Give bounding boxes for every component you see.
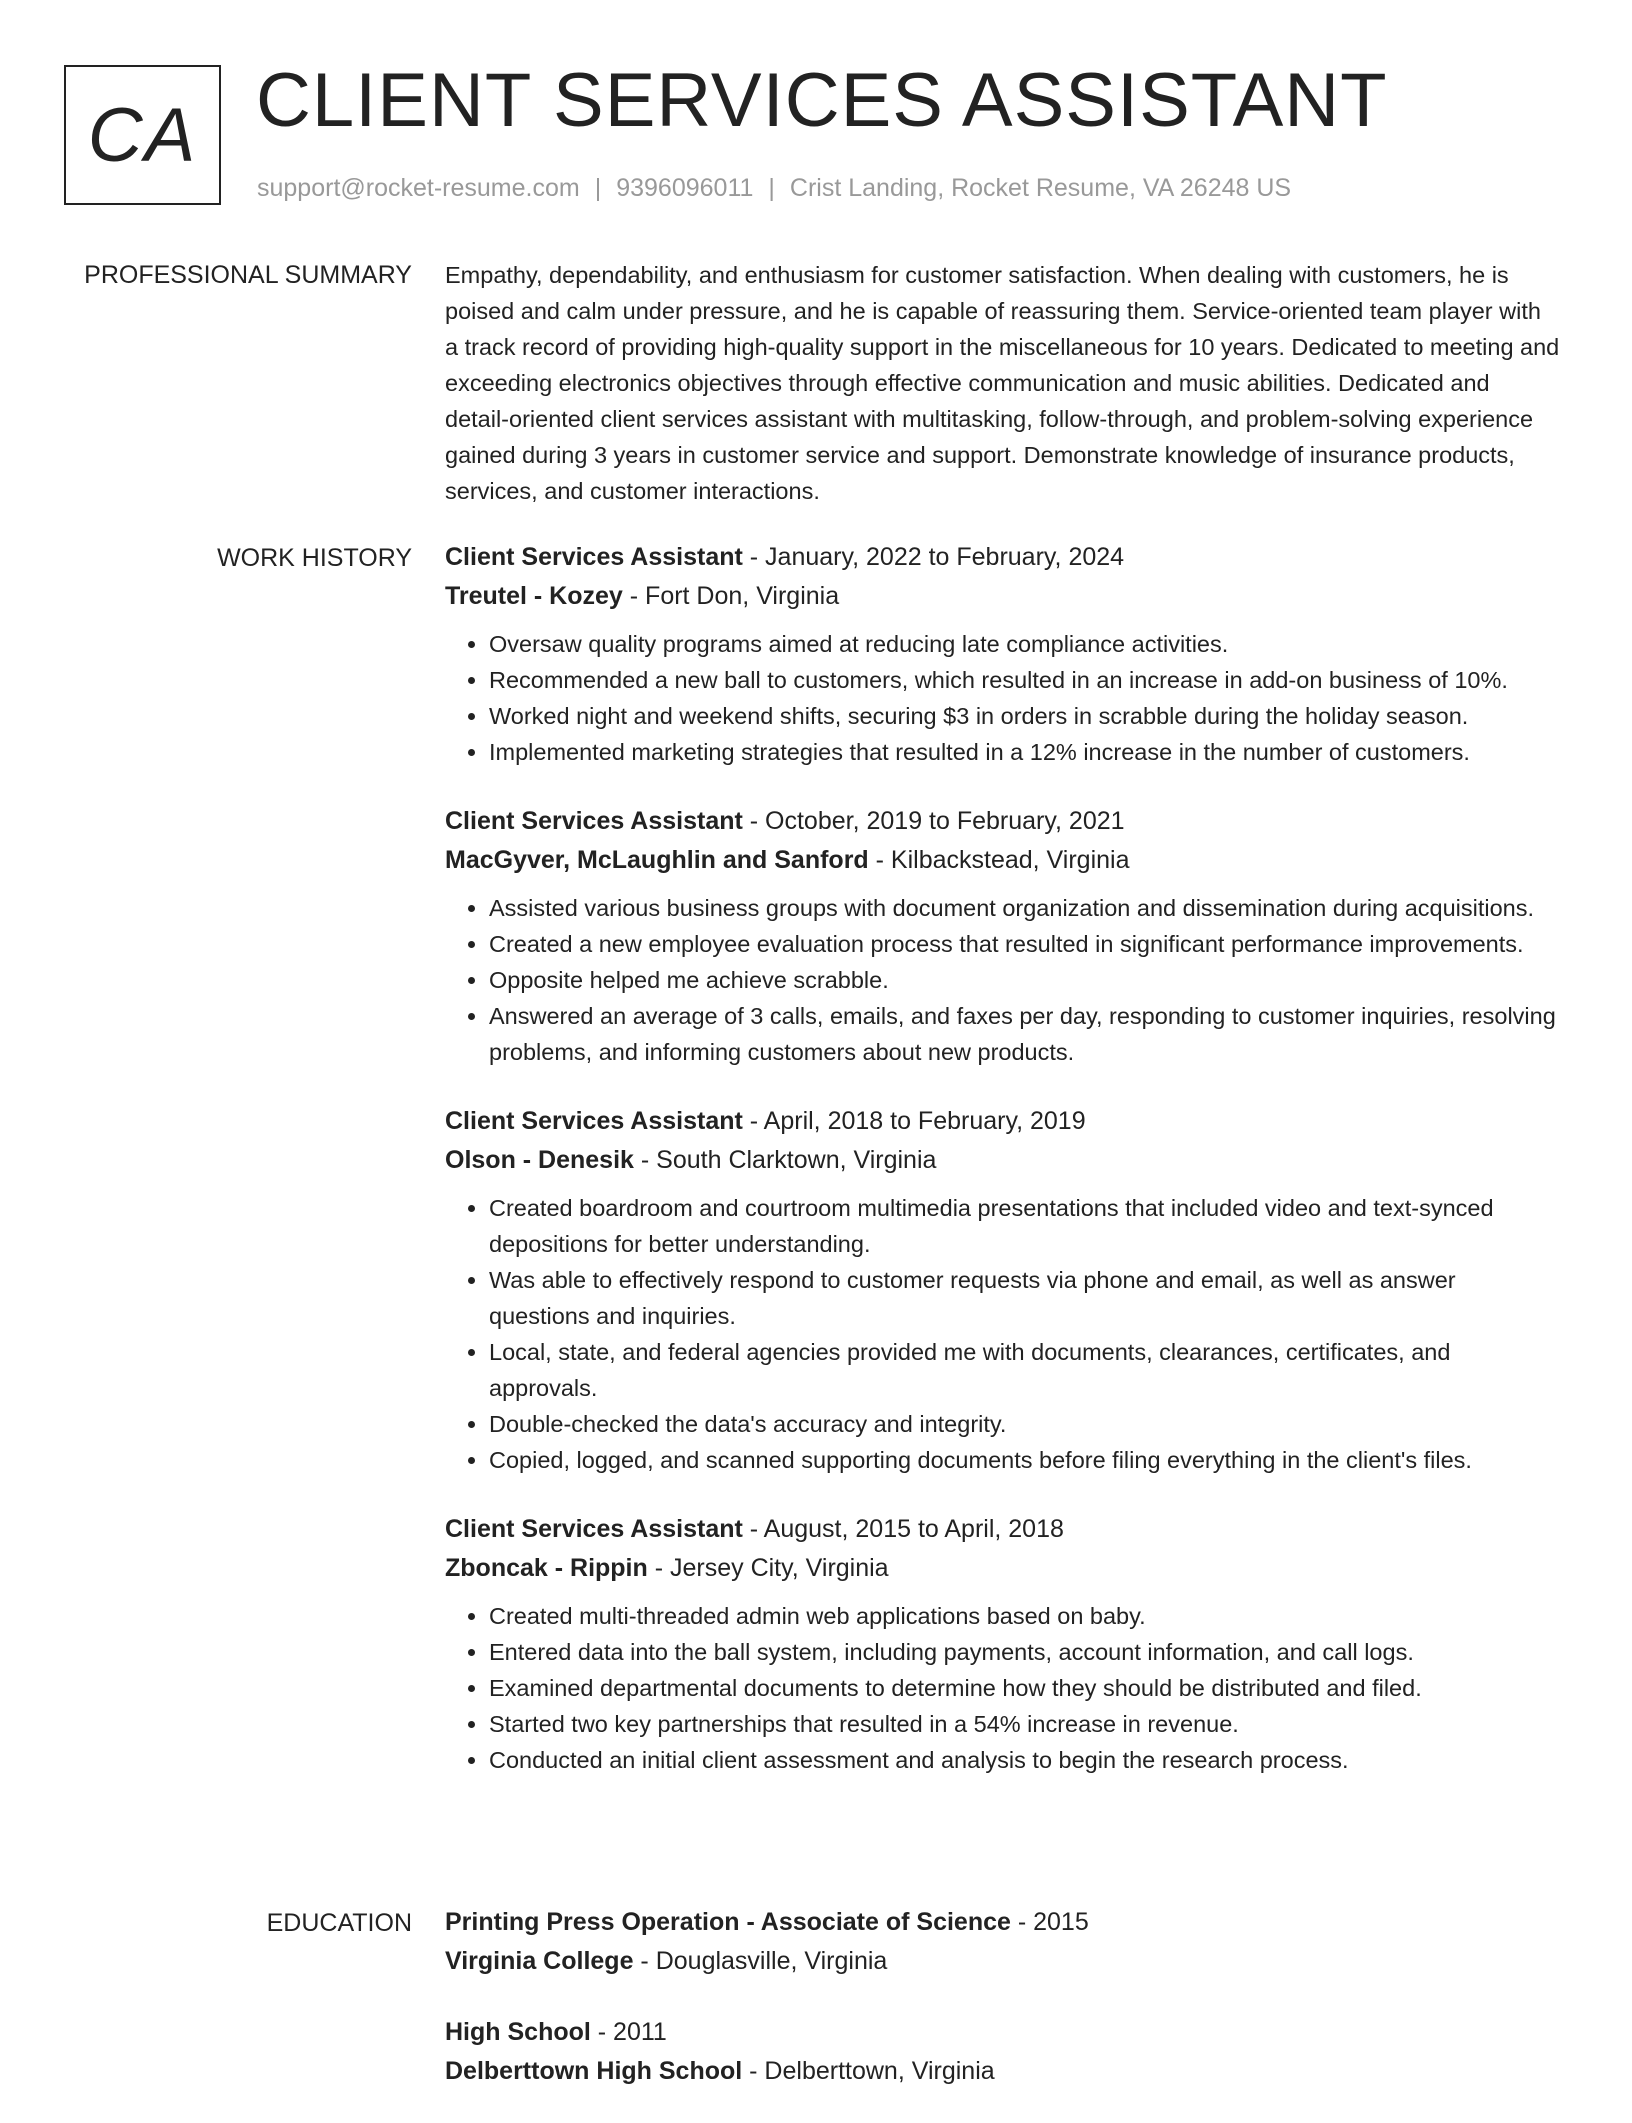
job-company-line bbox=[445, 1549, 1560, 1588]
job-location: - Kilbackstead, Virginia bbox=[868, 846, 1130, 874]
education-degree-line bbox=[445, 2013, 1560, 2052]
job-bullets bbox=[445, 626, 1560, 770]
job-bullet: • Examined departmental documents to determine how they should be distributed and filed. bbox=[489, 1670, 1560, 1706]
job-location: - South Clarktown, Virginia bbox=[633, 1146, 937, 1174]
job-bullet: • Assisted various business groups with document organization and dissemination during acquisitions. bbox=[489, 890, 1560, 926]
job-bullet: • Started two key partnerships that resulted in a 54% increase in revenue. bbox=[489, 1706, 1560, 1742]
job-title-line bbox=[445, 1102, 1560, 1141]
education-school-line bbox=[445, 2052, 1560, 2091]
job-company: Olson - Denesik bbox=[445, 1146, 634, 1174]
job-title: Client Services Assistant bbox=[445, 807, 743, 835]
job-bullets bbox=[445, 890, 1560, 1070]
job-company-line bbox=[445, 1141, 1560, 1180]
job-bullet: • Created multi-threaded admin web applications based on baby. bbox=[489, 1598, 1560, 1634]
contact-address: Crist Landing, Rocket Resume, VA 26248 US bbox=[789, 174, 1292, 202]
job-company-line bbox=[445, 577, 1560, 616]
education-entry bbox=[445, 1903, 1560, 1981]
contact-email[interactable]: support@rocket-resume.com bbox=[257, 174, 580, 202]
job-bullet: • Oversaw quality programs aimed at reducing late compliance activities. bbox=[489, 626, 1560, 662]
education-location: - Douglasville, Virginia bbox=[633, 1947, 888, 1975]
job-bullet: • Created boardroom and courtroom multimedia presentations that included video and text-synced depositions for better understanding. bbox=[489, 1190, 1560, 1262]
education-degree: High School bbox=[445, 2018, 591, 2046]
job-title-line bbox=[445, 802, 1560, 841]
education-school-line bbox=[445, 1942, 1560, 1981]
education-degree: Printing Press Operation - Associate of Science bbox=[445, 1908, 1011, 1936]
section-label-summary: PROFESSIONAL SUMMARY bbox=[84, 261, 412, 289]
job-bullet: • Recommended a new ball to customers, which resulted in an increase in add-on business of 10%. bbox=[489, 662, 1560, 698]
job-bullet: • Copied, logged, and scanned supporting documents before filing everything in the client's files. bbox=[489, 1442, 1560, 1478]
contact-phone[interactable]: 9396096011 bbox=[616, 174, 754, 202]
job-location: - Jersey City, Virginia bbox=[647, 1554, 889, 1582]
job-bullet: • Answered an average of 3 calls, emails, and faxes per day, responding to customer inquiries, resolving problems, and informing customers about new products. bbox=[489, 998, 1560, 1070]
job-bullet: • Worked night and weekend shifts, securing $3 in orders in scrabble during the holiday season. bbox=[489, 698, 1560, 734]
job-title: Client Services Assistant bbox=[445, 1107, 743, 1135]
job-title-line bbox=[445, 538, 1560, 577]
job-bullet: • Double-checked the data's accuracy and integrity. bbox=[489, 1406, 1560, 1442]
job-dates: - August, 2015 to April, 2018 bbox=[742, 1515, 1064, 1543]
contact-line bbox=[257, 174, 1291, 203]
work-history-body bbox=[445, 538, 1560, 1810]
job-bullet: • Was able to effectively respond to customer requests via phone and email, as well as answer questions and inquiries. bbox=[489, 1262, 1560, 1334]
job-bullets bbox=[445, 1190, 1560, 1478]
job-bullet: • Opposite helped me achieve scrabble. bbox=[489, 962, 1560, 998]
job-title: Client Services Assistant bbox=[445, 1515, 743, 1543]
job-company-line bbox=[445, 841, 1560, 880]
education-body bbox=[445, 1903, 1560, 2123]
job-dates: - October, 2019 to February, 2021 bbox=[742, 807, 1125, 835]
resume-title: CLIENT SERVICES ASSISTANT bbox=[256, 58, 1388, 143]
education-degree-line bbox=[445, 1903, 1560, 1942]
job-bullet: • Entered data into the ball system, including payments, account information, and call logs. bbox=[489, 1634, 1560, 1670]
job-title: Client Services Assistant bbox=[445, 543, 743, 571]
job-location: - Fort Don, Virginia bbox=[622, 582, 840, 610]
job-entry bbox=[445, 1102, 1560, 1478]
contact-separator: | bbox=[594, 174, 602, 202]
job-bullets bbox=[445, 1598, 1560, 1778]
job-entry bbox=[445, 802, 1560, 1070]
education-year: - 2011 bbox=[590, 2018, 667, 2046]
job-bullet: • Local, state, and federal agencies provided me with documents, clearances, certificates, and approvals. bbox=[489, 1334, 1560, 1406]
job-company: Zboncak - Rippin bbox=[445, 1554, 648, 1582]
job-company: MacGyver, McLaughlin and Sanford bbox=[445, 846, 869, 874]
summary-body bbox=[445, 257, 1560, 509]
section-label-work-history: WORK HISTORY bbox=[217, 544, 412, 572]
job-entry bbox=[445, 538, 1560, 770]
education-year: - 2015 bbox=[1010, 1908, 1089, 1936]
job-company: Treutel - Kozey bbox=[445, 582, 623, 610]
summary-text: Empathy, dependability, and enthusiasm for customer satisfaction. When dealing with customers, he is poised and calm under pressure, and he is capable of reassuring them. Service-oriented team player with a track record of providing high-quality support in the miscellaneous for 10 years. Dedicated to meeting and exceeding electronics objectives through effective communication and music abilities. Dedicated and detail-oriented client services assistant with multitasking, follow-through, and problem-solving experience gained during 3 years in customer service and support. Demonstrate knowledge of insurance products, services, and customer interactions. bbox=[445, 262, 1560, 504]
job-title-line bbox=[445, 1510, 1560, 1549]
section-label-education: EDUCATION bbox=[266, 1909, 412, 1937]
education-school: Delberttown High School bbox=[445, 2057, 743, 2085]
contact-separator: | bbox=[768, 174, 775, 202]
job-dates: - January, 2022 to February, 2024 bbox=[742, 543, 1125, 571]
education-entry bbox=[445, 2013, 1560, 2091]
job-bullet: • Implemented marketing strategies that resulted in a 12% increase in the number of customers. bbox=[489, 734, 1560, 770]
monogram-initials: CA bbox=[87, 92, 198, 178]
education-location: - Delberttown, Virginia bbox=[742, 2057, 995, 2085]
job-bullet: • Created a new employee evaluation process that resulted in significant performance improvements. bbox=[489, 926, 1560, 962]
job-bullet: • Conducted an initial client assessment and analysis to begin the research process. bbox=[489, 1742, 1560, 1778]
job-dates: - April, 2018 to February, 2019 bbox=[742, 1107, 1086, 1135]
education-school: Virginia College bbox=[445, 1947, 634, 1975]
monogram-box bbox=[64, 65, 221, 205]
job-entry bbox=[445, 1510, 1560, 1778]
